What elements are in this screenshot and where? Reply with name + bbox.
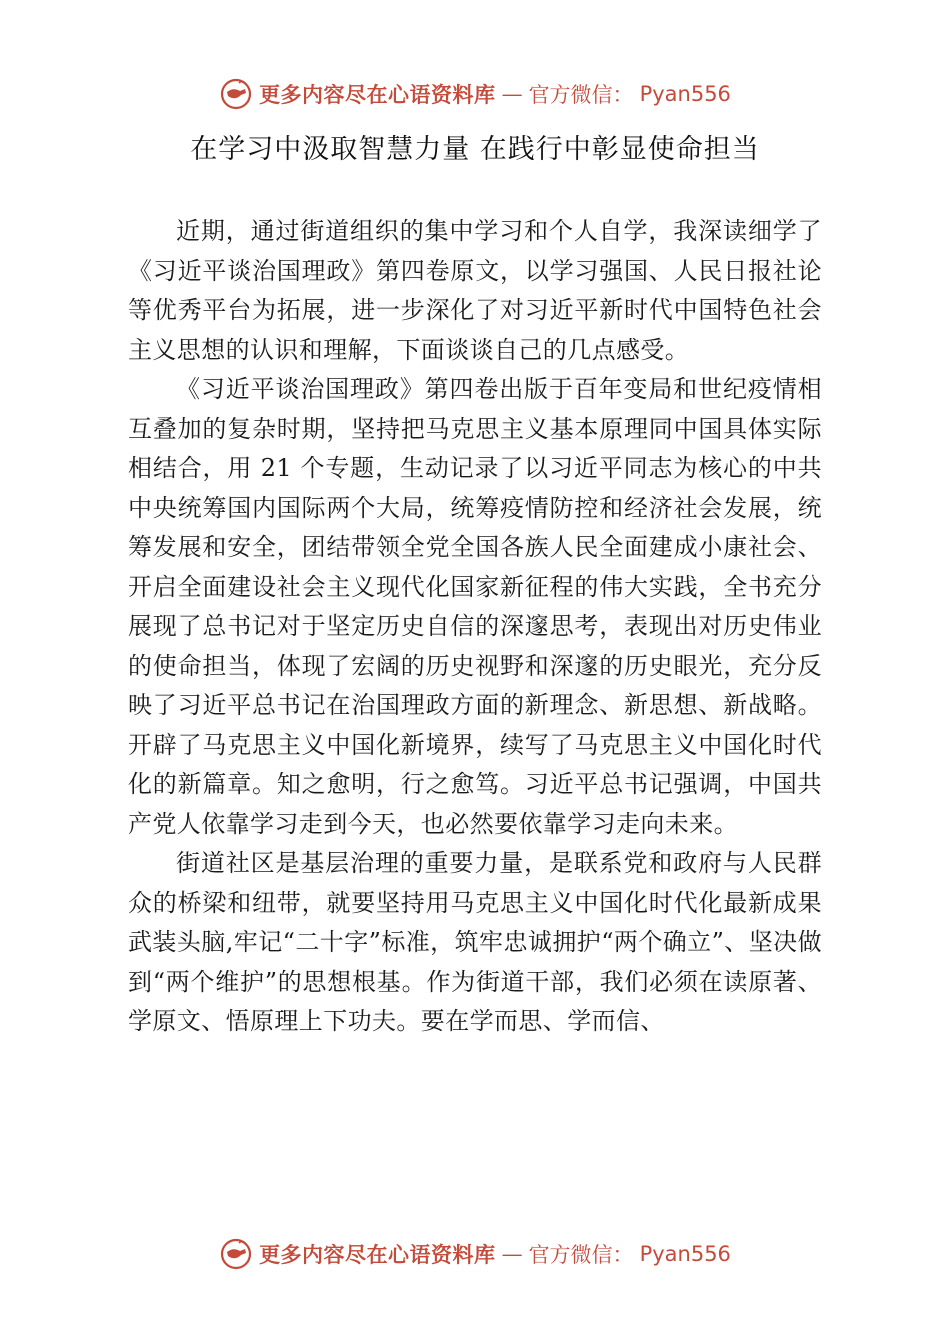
watermark-separator: — <box>501 1242 523 1266</box>
watermark-separator: — <box>501 82 523 106</box>
watermark-wechat-handle: Pyan556 <box>639 82 731 106</box>
document-body <box>128 212 822 1042</box>
header-watermark <box>0 72 950 116</box>
paragraph: 街道社区是基层治理的重要力量，是联系党和政府与人民群众的桥梁和纽带，就要坚持用马克思主义中国化时代化最新成果武装头脑,牢记“二十字”标准，筑牢忠诚拥护“两个确立”、坚决做到“两个维护”的思想根基。作为街道干部，我们必须在读原著、学原文、悟原理上下功夫。要在学而思、学而信、 <box>128 849 822 1035</box>
watermark-main-text: 更多内容尽在心语资料库 <box>259 1242 496 1267</box>
paragraph: 《习近平谈治国理政》第四卷出版于百年变局和世纪疫情相互叠加的复杂时期，坚持把马克思主义基本原理同中国具体实际相结合，用 21 个专题，生动记录了以习近平同志为核心的中共中央统筹国内国际两个大局，统筹疫情防控和经济社会发展，统筹发展和安全，团结带领全党全国各族人民全面建成小康社会、开启全面建设社会主义现代化国家新征程的伟大实践，全书充分展现了总书记对于坚定历史自信的深邃思考，表现出对历史伟业的使命担当，体现了宏阔的历史视野和深邃的历史眼光，充分反映了习近平总书记在治国理政方面的新理念、新思想、新战略。开辟了马克思主义中国化新境界，续写了马克思主义中国化时代化的新篇章。知之愈明，行之愈笃。习近平总书记强调，中国共产党人依靠学习走到今天，也必然要依靠学习走向未来。 <box>128 375 822 838</box>
watermark-main-text: 更多内容尽在心语资料库 <box>259 82 496 107</box>
watermark-wechat-handle: Pyan556 <box>639 1242 731 1266</box>
smoking-pipe-circle-logo-icon <box>219 77 253 111</box>
watermark-wechat-label: 官方微信： <box>528 1243 634 1267</box>
smoking-pipe-circle-logo-icon <box>219 1237 253 1271</box>
document-title: 在学习中汲取智慧力量 在践行中彰显使命担当 <box>190 134 760 165</box>
footer-watermark <box>0 1232 950 1276</box>
watermark-wechat-label: 官方微信： <box>528 83 634 107</box>
paragraph: 近期，通过街道组织的集中学习和个人自学，我深读细学了《习近平谈治国理政》第四卷原文，以学习强国、人民日报社论等优秀平台为拓展，进一步深化了对习近平新时代中国特色社会主义思想的认识和理解，下面谈谈自己的几点感受。 <box>128 217 822 364</box>
